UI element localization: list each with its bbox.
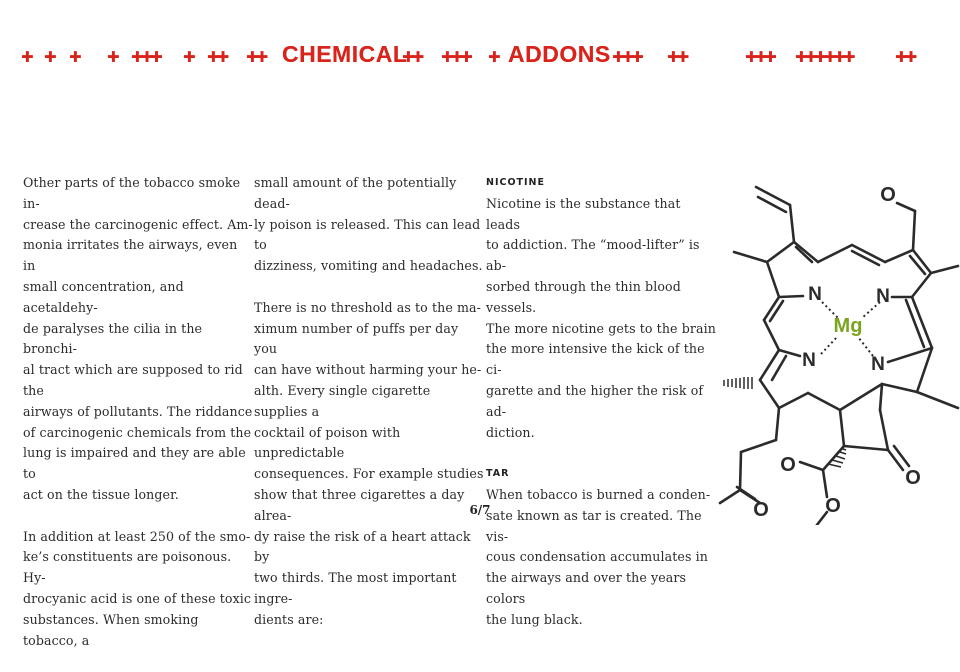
section-body-tar: When tobacco is burned a conden- sate known as tar is created. The vis- cous condensation accumulates in the airways and over the years colors the lung black. <box>486 486 711 627</box>
cross-icon: ✚ <box>44 48 57 66</box>
cross-icon: ✚ <box>107 48 120 66</box>
paragraph: small amount of the potentially dead- ly poison is released. This can lead to dizziness, vomiting and headaches. <box>254 175 483 274</box>
oxygen-atom: O <box>880 184 896 206</box>
cross-icon: ✚✚✚ <box>441 48 470 66</box>
header-word-chemical: CHEMICAL <box>282 41 408 67</box>
cross-icon: ✚ <box>21 48 34 66</box>
oxygen-atom: O <box>780 454 796 476</box>
cross-icon: ✚ <box>69 48 82 66</box>
cross-icon: ✚✚ <box>667 48 687 66</box>
cross-icon: ✚✚✚✚✚✚ <box>795 48 853 66</box>
chlorophyll-molecule-diagram <box>715 175 960 525</box>
oxygen-atom: O <box>753 499 769 521</box>
section-heading-nicotine: NICOTINE <box>486 177 545 188</box>
text-column-1 <box>23 173 253 672</box>
cross-icon: ✚✚ <box>895 48 915 66</box>
cross-icon: ✚✚ <box>402 48 422 66</box>
nitrogen-atom: N <box>808 284 822 305</box>
cross-icon: ✚✚✚ <box>745 48 774 66</box>
cross-icon: ✚✚ <box>207 48 227 66</box>
cross-icon: ✚ <box>488 48 501 66</box>
paragraph: Other parts of the tobacco smoke in- crease the carcinogenic effect. Am- monia irritates the airways, even in small concentration, and acetaldehy- de paralyses the cilia in the bronchi- al tract which are supposed to rid the airways of pollutants. The riddance of carcinogenic chemicals from the lung is impaired and they are able to act on the tissue longer. <box>23 175 253 502</box>
nitrogen-atom: N <box>876 286 890 307</box>
cross-icon: ✚✚✚ <box>612 48 641 66</box>
paragraph: There is no threshold as to the ma- ximum number of puffs per day you can have without harming your he- alth. Every single cigarette supplies a cocktail of poison with unpredictable consequences. For example studies show that three cigarettes a day alrea- dy raise the risk of a heart attack by two thirds. The most important ingre- dients are: <box>254 299 484 627</box>
magnesium-atom: Mg <box>833 315 863 337</box>
header-band <box>0 38 960 72</box>
page-number: 6/7 <box>469 503 491 517</box>
header-word-addons: ADDONS <box>508 41 611 67</box>
section-body-nicotine: Nicotine is the substance that leads to addiction. The “mood-lifter” is ab- sorbed through the thin blood vessels. The more nicotine gets to the brain the more intensive the kick of the ci- garette and the higher the risk of ad- diction. <box>486 195 716 440</box>
nitrogen-atom: N <box>802 350 816 371</box>
cross-icon: ✚ <box>183 48 196 66</box>
oxygen-atom: O <box>905 467 921 489</box>
text-column-2 <box>254 173 484 651</box>
cross-icon: ✚✚ <box>246 48 266 66</box>
cross-icon: ✚✚✚ <box>131 48 160 66</box>
nitrogen-atom: N <box>871 354 885 375</box>
oxygen-atom: O <box>825 495 841 517</box>
paragraph: In addition at least 250 of the smo- ke’s constituents are poisonous. Hy- drocyanic acid is one of these toxic substances. When smoking tobacco, a <box>23 528 252 648</box>
section-heading-tar: TAR <box>486 468 510 480</box>
text-column-3 <box>486 173 716 651</box>
